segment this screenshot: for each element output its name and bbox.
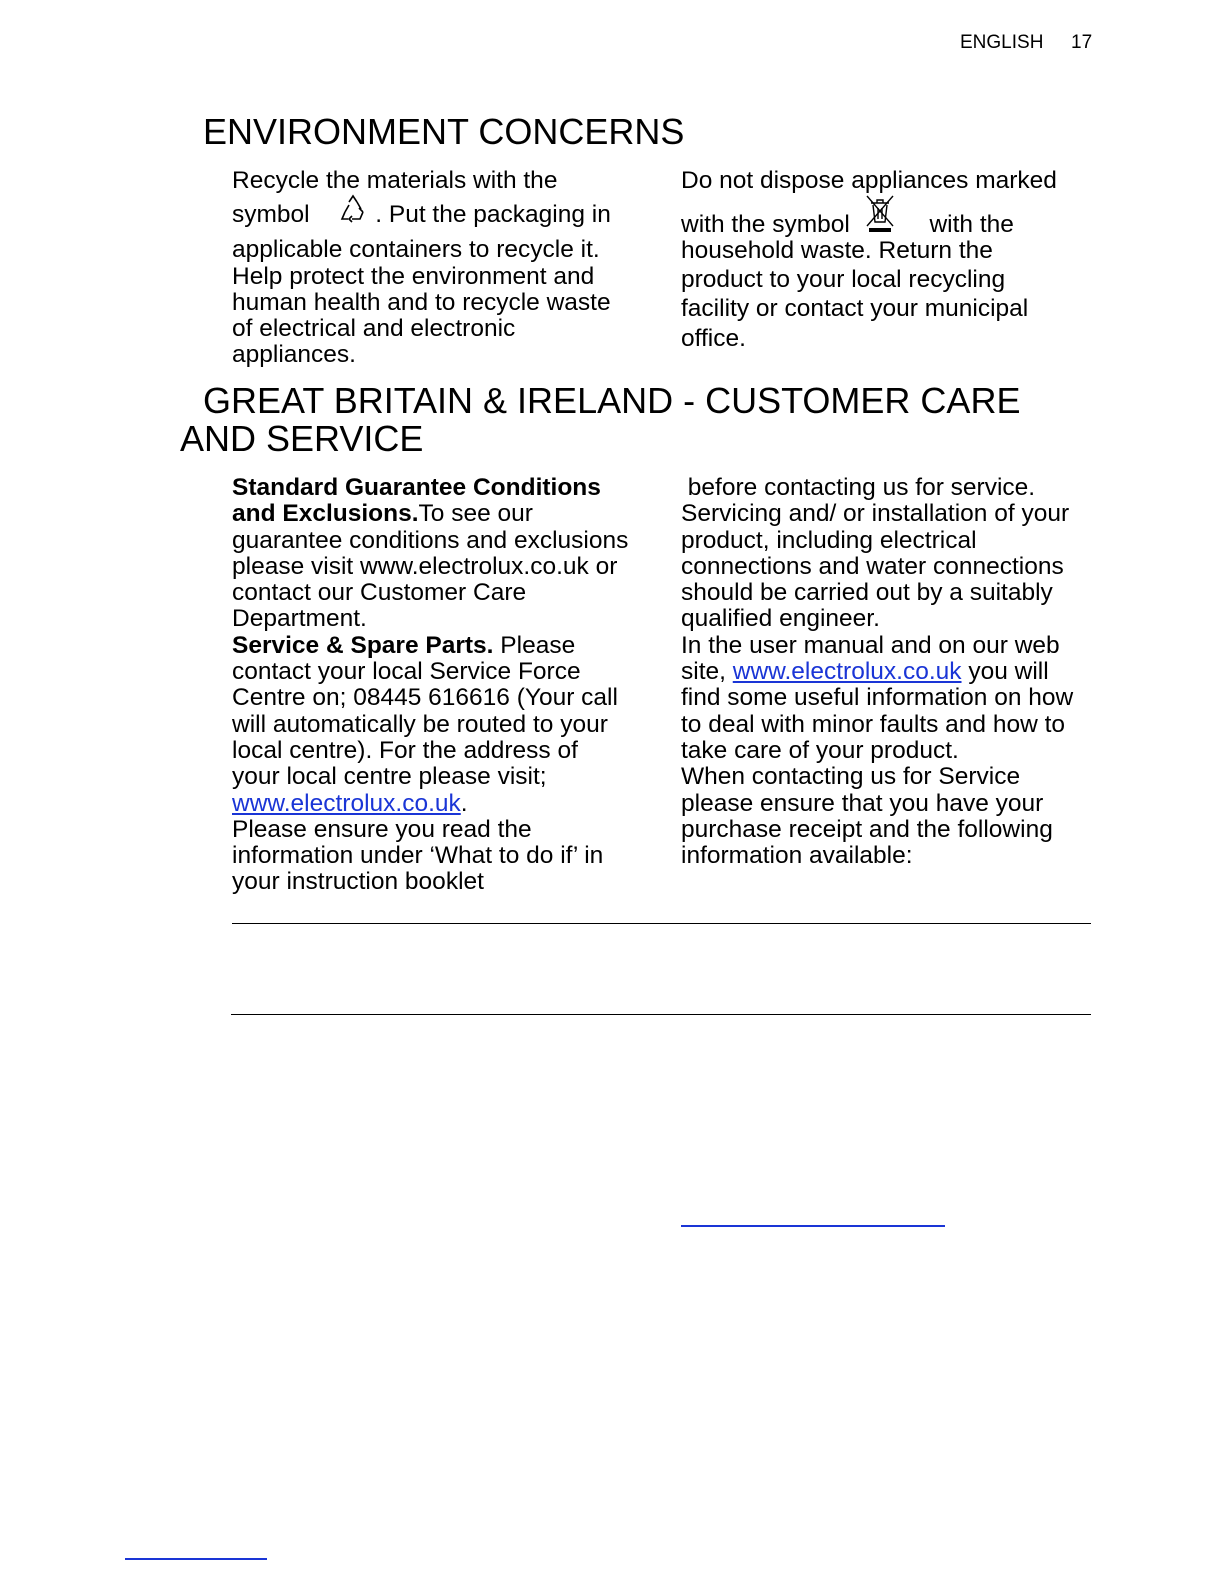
guarantee-heading-end: and Exclusions. <box>232 500 419 528</box>
spare-parts-line: local centre). For the address of <box>232 736 578 764</box>
spare-parts-link-line <box>232 791 672 817</box>
guarantee-intro-line <box>232 501 672 527</box>
spare-parts-line: Centre on; 08445 616616 (Your call <box>232 684 618 712</box>
spare-parts-text: Please <box>493 631 576 659</box>
service-line: product, including electrical <box>681 526 977 554</box>
link-underline <box>681 1225 945 1227</box>
service-line: In the user manual and on our web <box>681 631 1060 659</box>
link-period: . <box>460 789 468 817</box>
guarantee-text: To see our <box>418 500 533 528</box>
spare-parts-line: contact your local Service Force <box>232 658 581 686</box>
electrolux-website-link[interactable]: www.electrolux.co.uk <box>232 789 461 817</box>
ensure-line: information under ‘What to do if’ in <box>232 842 604 870</box>
service-line: qualified engineer. <box>681 605 880 633</box>
form-line <box>231 1014 1091 1015</box>
environment-heading: ENVIRONMENT CONCERNS <box>203 111 685 152</box>
service-line: information available: <box>681 842 913 870</box>
customer-care-left-column <box>232 475 672 896</box>
service-line: connections and water connections <box>681 552 1064 580</box>
env-right-text: with the symbol <box>681 211 850 239</box>
env-left-line: appliances. <box>232 341 356 369</box>
service-line: Servicing and/ or installation of your <box>681 500 1070 528</box>
env-left-line: Help protect the environment and <box>232 262 595 290</box>
env-right-line: facility or contact your municipal <box>681 295 1029 323</box>
header-language: ENGLISH <box>960 32 1044 53</box>
guarantee-line: contact our Customer Care <box>232 579 527 607</box>
spare-parts-heading: Service & Spare Parts. <box>232 631 494 659</box>
env-right-line: office. <box>681 324 746 352</box>
spare-parts-line: your local centre please visit; <box>232 763 547 791</box>
guarantee-line: Department. <box>232 605 367 633</box>
site-link-line <box>681 659 1121 685</box>
env-left-line: applicable containers to recycle it. <box>232 236 600 264</box>
environment-left-column <box>232 168 672 369</box>
spare-parts-line: will automatically be routed to your <box>232 710 608 738</box>
service-line: take care of your product. <box>681 736 959 764</box>
spare-parts-intro-line <box>232 633 672 659</box>
electrolux-website-link[interactable]: www.electrolux.co.uk <box>732 658 962 686</box>
page-number: 17 <box>1071 32 1093 53</box>
customer-care-right-column <box>681 475 1121 869</box>
env-left-text: symbol <box>232 201 310 229</box>
env-left-line: Recycle the materials with the <box>232 167 558 194</box>
env-right-text: with the <box>929 211 1014 239</box>
env-left-symbol-line <box>232 194 672 237</box>
env-right-line: Do not dispose appliances marked <box>681 167 1057 194</box>
service-line: please ensure that you have your <box>681 789 1044 817</box>
guarantee-line: guarantee conditions and exclusions <box>232 526 629 554</box>
recycle-icon <box>338 194 368 237</box>
form-line <box>232 923 1091 924</box>
site-prefix: site, <box>681 658 733 686</box>
env-left-text: . Put the packaging in <box>375 201 611 229</box>
service-line: before contacting us for service. <box>681 474 1036 501</box>
site-suffix: you will <box>961 658 1049 686</box>
guarantee-line: please visit www.electrolux.co.uk or <box>232 552 618 580</box>
env-left-line: human health and to recycle waste <box>232 288 611 316</box>
service-line: to deal with minor faults and how to <box>681 710 1066 738</box>
env-right-line: product to your local recycling <box>681 265 1006 293</box>
environment-right-column <box>681 168 1121 353</box>
service-line: purchase receipt and the following <box>681 815 1053 843</box>
env-right-line: household waste. Return the <box>681 237 993 265</box>
env-left-line: of electrical and electronic <box>232 315 516 343</box>
service-line: should be carried out by a suitably <box>681 579 1053 607</box>
service-line: When contacting us for Service <box>681 763 1021 791</box>
ensure-line: your instruction booklet <box>232 868 484 896</box>
service-line: find some useful information on how <box>681 684 1074 712</box>
guarantee-heading: Standard Guarantee Conditions <box>232 474 601 501</box>
ensure-line: Please ensure you read the <box>232 815 532 843</box>
link-underline <box>125 1558 267 1560</box>
customer-care-heading: GREAT BRITAIN & IRELAND - CUSTOMER CARE <box>203 380 1021 421</box>
customer-care-heading-continued: AND SERVICE <box>180 418 424 459</box>
